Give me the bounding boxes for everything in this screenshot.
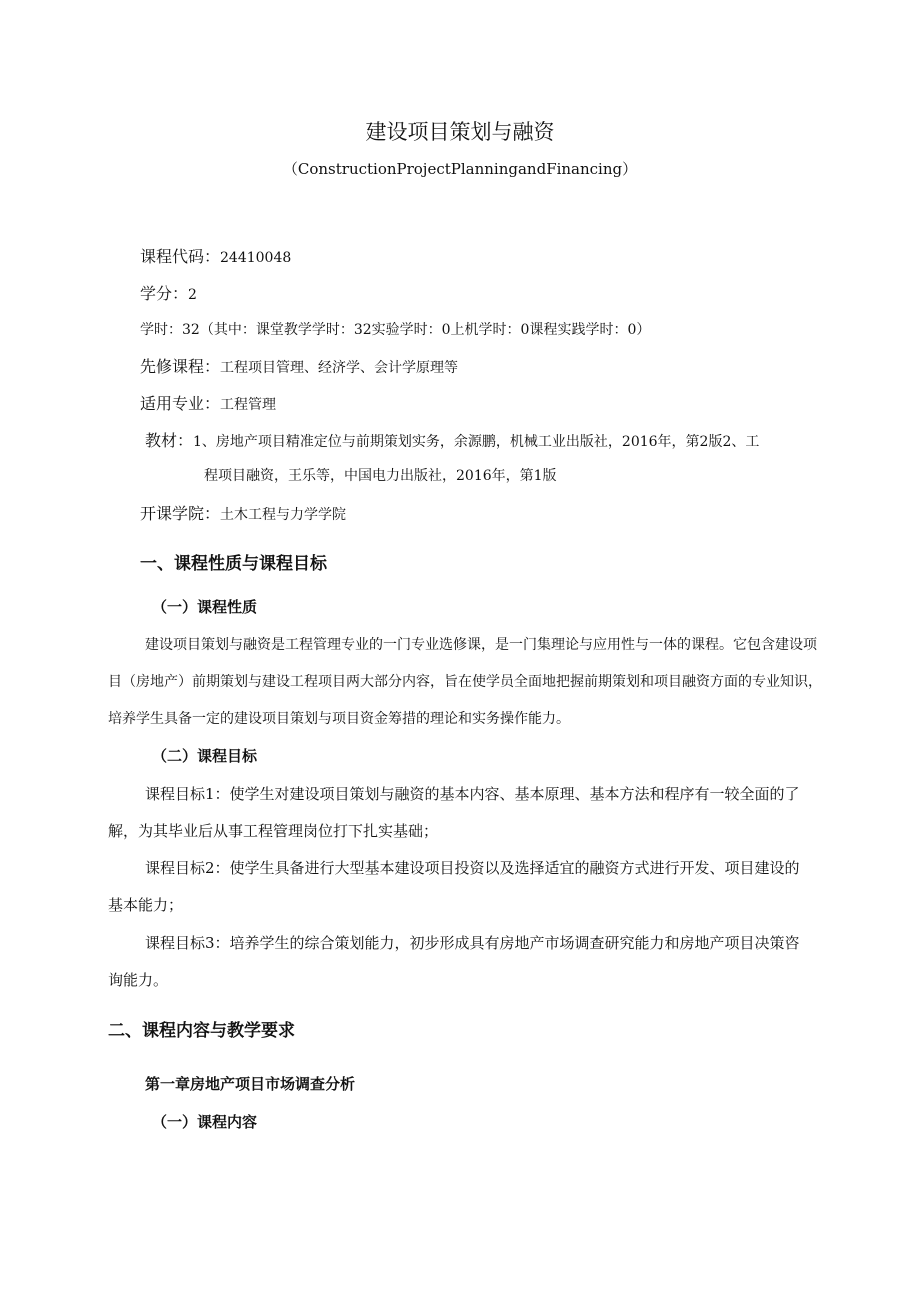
prereq-value: 工程项目管理、经济学、会计学原理等 xyxy=(220,360,459,376)
goal-2-line-2: 基本能力； xyxy=(108,896,184,914)
prereq-label: 先修课程： xyxy=(140,357,221,376)
section-1-heading: 一、课程性质与课程目标 xyxy=(140,554,327,574)
textbook-line-2: 程项目融资，王乐等，中国电力出版社，2016年，第1版 xyxy=(204,468,557,484)
nature-line-3: 培养学生具备一定的建设项目策划与项目资金筹措的理论和实务操作能力。 xyxy=(108,711,570,727)
course-nature-heading: （一）课程性质 xyxy=(152,598,258,616)
college-row xyxy=(140,501,346,524)
document-title: 建设项目策划与融资 xyxy=(365,120,555,144)
college-label: 开课学院： xyxy=(140,504,221,523)
goal-1-line-1: 课程目标1：使学生对建设项目策划与融资的基本内容、基本原理、基本方法和程序有一较全面的了 xyxy=(145,785,800,803)
college-value: 土木工程与力学学院 xyxy=(220,507,347,523)
major-row xyxy=(140,391,276,414)
hours-row: 学时：32（其中：课堂教学学时：32实验学时：0上机学时：0课程实践学时：0） xyxy=(140,322,651,338)
credit-label: 学分： xyxy=(140,284,189,303)
credit-row xyxy=(140,281,197,304)
goal-3-line-2: 询能力。 xyxy=(108,971,169,989)
nature-line-2: 目（房地产）前期策划与建设工程项目两大部分内容，旨在使学员全面地把握前期策划和项目融资方面的专业知识， xyxy=(108,674,822,690)
goal-3-line-1: 课程目标3：培养学生的综合策划能力，初步形成具有房地产市场调查研究能力和房地产项目决策咨 xyxy=(145,934,800,952)
course-goals-heading: （二）课程目标 xyxy=(152,747,258,765)
course-code-row xyxy=(140,244,291,267)
textbook-row xyxy=(145,428,759,451)
goal-1-line-2: 解，为其毕业后从事工程管理岗位打下扎实基础； xyxy=(108,822,439,840)
major-value: 工程管理 xyxy=(220,397,277,413)
credit-value: 2 xyxy=(188,287,197,303)
textbook-label: 教材： xyxy=(145,431,194,450)
nature-line-1: 建设项目策划与融资是工程管理专业的一门专业选修课，是一门集理论与应用性与一体的课程。它包含建设项 xyxy=(145,637,817,653)
document-subtitle: （ConstructionProjectPlanningandFinancing） xyxy=(282,160,638,178)
textbook-line-1: 1、房地产项目精准定位与前期策划实务，余源鹏，机械工业出版社，2016年，第2版2、工 xyxy=(193,434,760,450)
section-2-heading: 二、课程内容与教学要求 xyxy=(108,1021,295,1041)
course-code-label: 课程代码： xyxy=(140,247,221,266)
major-label: 适用专业： xyxy=(140,394,221,413)
prereq-row xyxy=(140,354,458,377)
course-content-heading: （一）课程内容 xyxy=(152,1113,258,1131)
chapter-1-heading: 第一章房地产项目市场调查分析 xyxy=(145,1075,356,1093)
goal-2-line-1: 课程目标2：使学生具备进行大型基本建设项目投资以及选择适宜的融资方式进行开发、项目建设的 xyxy=(145,859,800,877)
course-code-value: 24410048 xyxy=(220,250,292,266)
